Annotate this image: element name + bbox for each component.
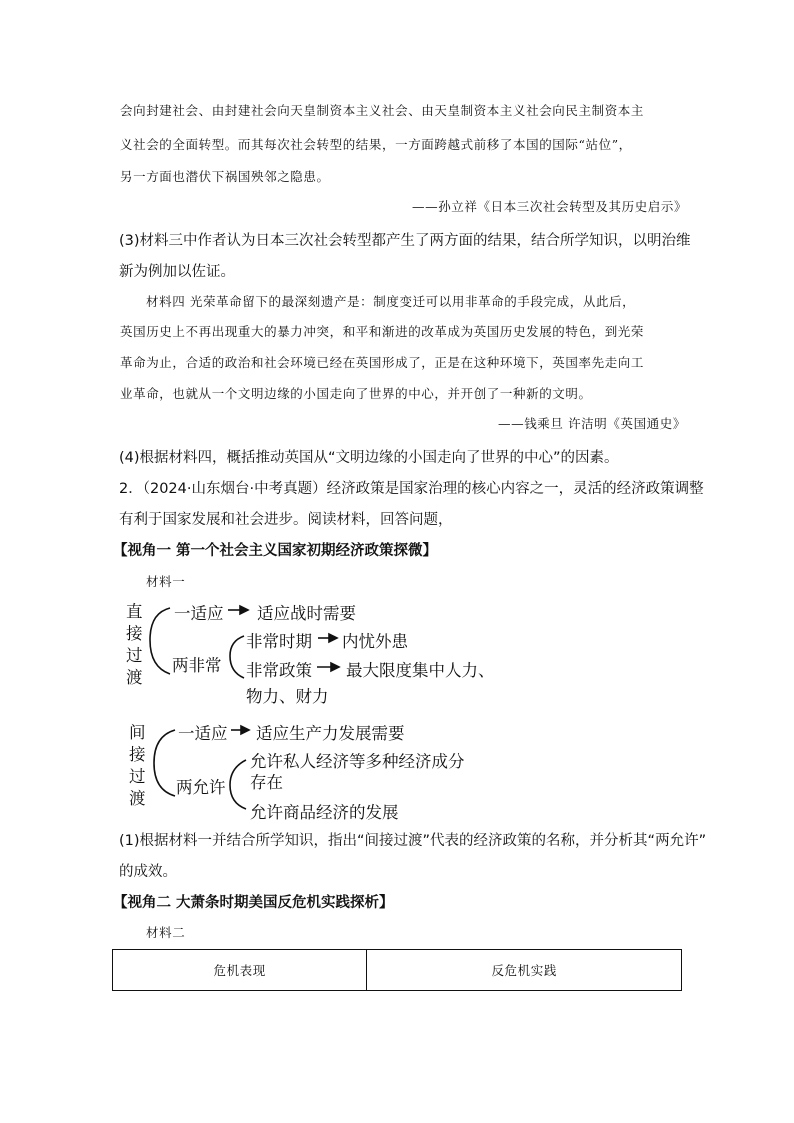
abnormal-policy: 非常政策: [246, 661, 312, 680]
indirect-inner-bracket: [230, 760, 246, 809]
arrow-head: [240, 606, 248, 614]
indirect-one-fit: 一适应: [178, 724, 228, 743]
abnormal-time: 非常时期: [246, 632, 312, 651]
table-row: [113, 950, 682, 991]
material3-line-1: 会向封建社会、由封建社会向天皇制资本主义社会、由天皇制资本主义社会向民主制资本主: [120, 103, 645, 118]
indirect-two-allow: 两允许: [176, 778, 226, 797]
indirect-outer-bracket: [154, 730, 175, 796]
indirect-title-char: 接: [129, 745, 146, 764]
indirect-title-char: 过: [129, 767, 146, 786]
direct-outer-bracket: [150, 608, 170, 674]
arrow-head: [329, 634, 337, 642]
question-2-line-1: 2．（2024·山东烟台·中考真题）经济政策是国家治理的核心内容之一，灵活的经济政策调整: [119, 481, 704, 497]
direct-title-char: 接: [126, 624, 143, 643]
view-2-heading: 【视角二 大萧条时期美国反危机实践探析】: [113, 895, 394, 911]
material4-line-2: 英国历史上不再出现重大的暴力冲突，和平和渐进的改革成为英国历史发展的特色，到光荣: [120, 324, 645, 339]
arrow-head: [241, 726, 249, 734]
question-2-line-2: 有利于国家发展和社会进步。阅读材料，回答问题，: [119, 512, 453, 528]
material4-source: ——钱乘旦 许洁明《英国通史》: [498, 416, 686, 431]
material4-line-1: 材料四 光荣革命留下的最深刻遗产是：制度变迁可以用非革命的手段完成，从此后，: [146, 294, 636, 309]
table-header-response: 反危机实践: [367, 950, 682, 991]
table-header-crisis: 危机表现: [113, 950, 367, 991]
direct-title-char: 过: [126, 646, 143, 665]
direct-two-abnormal: 两非常: [172, 656, 222, 675]
material2-label: 材料二: [146, 925, 186, 940]
indirect-title-char: 间: [129, 723, 146, 742]
direct-inner-bracket: [230, 636, 244, 678]
question-2-1-line-2: 的成效。: [119, 864, 177, 880]
material3-line-3: 另一方面也潜伏下祸国殃邻之隐患。: [120, 169, 330, 184]
question-3-line-2: 新为例加以佐证。: [119, 264, 235, 280]
material4-line-4: 业革命，也就从一个文明边缘的小国走向了世界的中心，并开创了一种新的文明。: [120, 386, 592, 401]
direct-title-char: 渡: [126, 668, 143, 687]
question-4: (4)根据材料四，概括推动英国从“文明边缘的小国走向了世界的中心”的因素。: [119, 450, 619, 466]
allow-1: 允许私人经济等多种经济成分: [250, 752, 465, 771]
view-1-heading: 【视角一 第一个社会主义国家初期经济政策探微】: [113, 543, 438, 559]
material2-table: [112, 949, 682, 991]
indirect-title-char: 渡: [129, 789, 146, 808]
material3-source: ——孙立祥《日本三次社会转型及其历史启示》: [412, 199, 688, 214]
allow-1-continued: 存在: [250, 773, 283, 792]
indirect-one-fit-result: 适应生产力发展需要: [256, 724, 405, 743]
material4-line-3: 革命为止，合适的政治和社会环境已经在英国形成了，正是在这种环境下，英国率先走向工: [120, 355, 645, 370]
question-3-line-1: (3)材料三中作者认为日本三次社会转型都产生了两方面的结果，结合所学知识，以明治维: [119, 233, 691, 249]
allow-2: 允许商品经济的发展: [250, 803, 399, 822]
abnormal-time-result: 内忧外患: [342, 632, 408, 651]
arrow-head: [331, 663, 339, 671]
question-2-1-line-1: (1)根据材料一并结合所学知识，指出“间接过渡”代表的经济政策的名称，并分析其“两允许”: [119, 833, 707, 849]
direct-title-char: 直: [126, 602, 143, 621]
direct-one-fit: 一适应: [174, 604, 224, 623]
direct-one-fit-result: 适应战时需要: [257, 604, 356, 623]
material3-line-2: 义社会的全面转型。而其每次社会转型的结果，一方面跨越式前移了本国的国际“站位”，: [120, 137, 632, 152]
abnormal-policy-result: 最大限度集中人力、: [346, 661, 495, 680]
material1-label: 材料一: [146, 574, 186, 589]
abnormal-policy-result-2: 物力、财力: [246, 687, 329, 706]
